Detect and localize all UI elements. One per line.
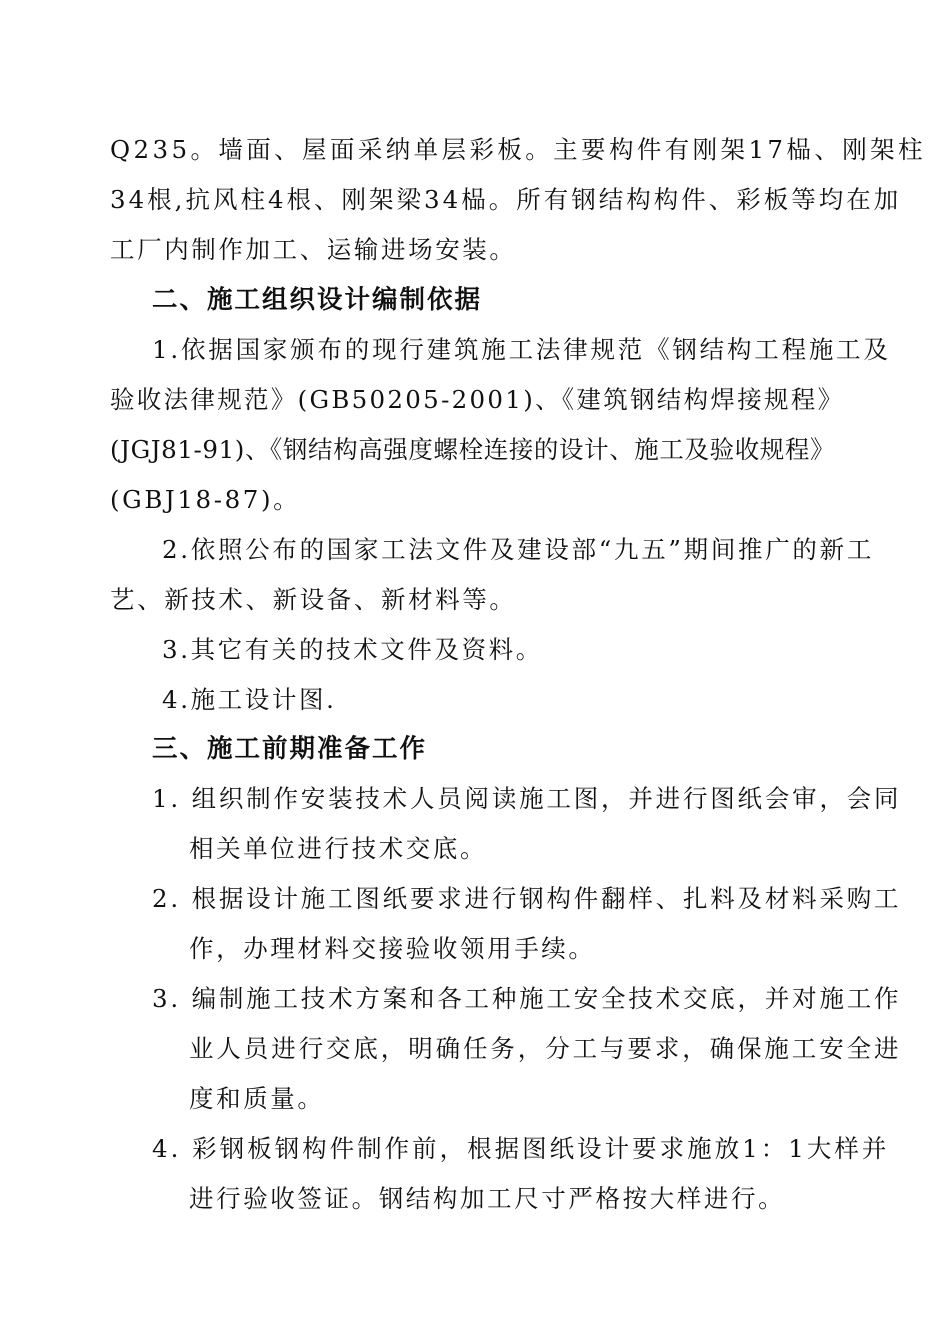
text-line: (GBJ18-87)。 — [110, 485, 301, 514]
text-line: 4. 彩钢板钢构件制作前，根据图纸设计要求施放1：1大样并 — [152, 1134, 890, 1163]
text-line: 作，办理材料交接验收领用手续。 — [189, 934, 596, 963]
text-line: 34根,抗风柱4根、刚架梁34榀。所有钢结构构件、彩板等均在加 — [110, 185, 902, 214]
section-heading: 二、施工组织设计编制依据 — [152, 285, 483, 315]
text-line: 相关单位进行技术交底。 — [189, 834, 488, 863]
text-line: 2. 根据设计施工图纸要求进行钢构件翻样、扎料及材料采购工 — [152, 884, 902, 913]
text-line: 进行验收签证。钢结构加工尺寸严格按大样进行。 — [189, 1184, 786, 1213]
text-line: 1.依据国家颁布的现行建筑施工法律规范《钢结构工程施工及 — [152, 335, 891, 364]
section-heading: 三、施工前期准备工作 — [152, 734, 428, 764]
text-line: Q235。墙面、屋面采纳单层彩板。主要构件有刚架17榀、刚架柱 — [110, 135, 926, 164]
text-line: 2.依照公布的国家工法文件及建设部“九五”期间推广的新工 — [162, 535, 875, 564]
text-line: (JGJ81-91)、《钢结构高强度螺栓连接的设计、施工及验收规程》 — [110, 435, 836, 464]
text-line: 度和质量。 — [189, 1084, 325, 1113]
text-line: 业人员进行交底，明确任务，分工与要求，确保施工安全进 — [189, 1034, 902, 1063]
basis-item-4: 4.施工设计图. — [162, 685, 337, 714]
text-line: 工厂内制作加工、运输进场安装。 — [110, 235, 517, 264]
text-line: 3. 编制施工技术方案和各工种施工安全技术交底，并对施工作 — [152, 984, 902, 1013]
text-line: 1. 组织制作安装技术人员阅读施工图，并进行图纸会审，会同 — [152, 784, 902, 813]
text-line: 艺、新技术、新设备、新材料等。 — [110, 585, 517, 614]
basis-item-3: 3.其它有关的技术文件及资料。 — [162, 635, 543, 664]
text-line: 验收法律规范》(GB50205-2001)、《建筑钢结构焊接规程》 — [110, 385, 845, 414]
